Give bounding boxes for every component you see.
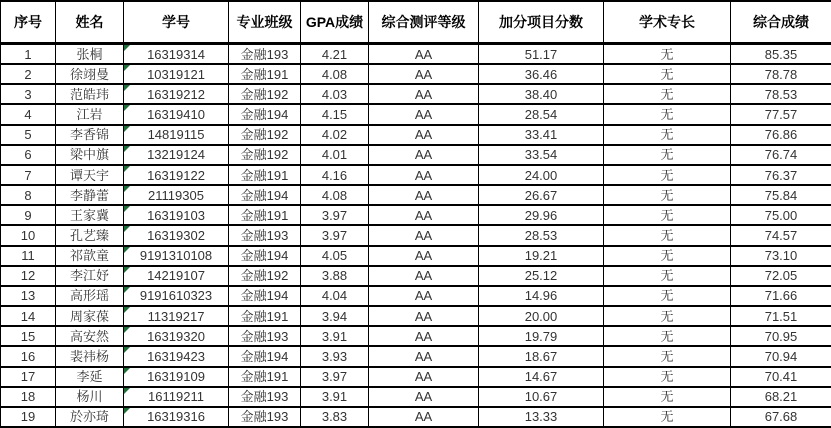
cell-grade[interactable]: AA xyxy=(369,165,479,185)
cell-name[interactable]: 范皓玮 xyxy=(56,84,124,104)
cell-bonus[interactable]: 19.21 xyxy=(479,246,604,266)
cell-grade[interactable]: AA xyxy=(369,125,479,145)
cell-specialty[interactable]: 无 xyxy=(604,306,731,326)
table-row xyxy=(1,104,831,124)
cell-name[interactable]: 杨川 xyxy=(56,387,124,407)
header-bonus[interactable]: 加分项目分数 xyxy=(479,1,604,44)
cell-gpa[interactable]: 4.08 xyxy=(301,185,369,205)
cell-gpa[interactable]: 3.97 xyxy=(301,205,369,225)
cell-student_id[interactable]: 9191610323 xyxy=(124,286,229,306)
table-row xyxy=(1,84,831,104)
table-row xyxy=(1,286,831,306)
cell-index[interactable]: 17 xyxy=(1,367,56,387)
cell-total[interactable]: 78.53 xyxy=(731,84,831,104)
cell-specialty[interactable]: 无 xyxy=(604,266,731,286)
table-row xyxy=(1,205,831,225)
cell-name[interactable]: 李延 xyxy=(56,367,124,387)
cell-name[interactable]: 於亦琦 xyxy=(56,407,124,427)
number-stored-as-text-icon xyxy=(124,247,130,253)
cell-index[interactable]: 8 xyxy=(1,185,56,205)
cell-name[interactable]: 孔艺臻 xyxy=(56,225,124,245)
cell-grade[interactable]: AA xyxy=(369,367,479,387)
number-stored-as-text-icon xyxy=(124,186,130,192)
cell-class[interactable]: 金融192 xyxy=(229,145,301,165)
cell-bonus[interactable]: 19.79 xyxy=(479,326,604,346)
header-row xyxy=(1,1,831,44)
cell-specialty[interactable]: 无 xyxy=(604,387,731,407)
cell-class[interactable]: 金融192 xyxy=(229,125,301,145)
cell-specialty[interactable]: 无 xyxy=(604,185,731,205)
cell-grade[interactable]: AA xyxy=(369,104,479,124)
cell-total[interactable]: 72.05 xyxy=(731,266,831,286)
header-gpa[interactable]: GPA成绩 xyxy=(301,1,369,44)
cell-gpa[interactable]: 4.02 xyxy=(301,125,369,145)
cell-index[interactable]: 19 xyxy=(1,407,56,427)
number-stored-as-text-icon xyxy=(124,388,130,394)
cell-name[interactable]: 周家葆 xyxy=(56,306,124,326)
cell-class[interactable]: 金融194 xyxy=(229,185,301,205)
cell-class[interactable]: 金融191 xyxy=(229,165,301,185)
cell-index[interactable]: 13 xyxy=(1,286,56,306)
cell-name[interactable]: 谭天宇 xyxy=(56,165,124,185)
cell-gpa[interactable]: 3.93 xyxy=(301,346,369,366)
cell-gpa[interactable]: 3.94 xyxy=(301,306,369,326)
table-row xyxy=(1,165,831,185)
cell-grade[interactable]: AA xyxy=(369,346,479,366)
cell-gpa[interactable]: 4.05 xyxy=(301,246,369,266)
cell-total[interactable]: 68.21 xyxy=(731,387,831,407)
table-row xyxy=(1,387,831,407)
cell-name[interactable]: 江岩 xyxy=(56,104,124,124)
table-row xyxy=(1,407,831,427)
cell-specialty[interactable]: 无 xyxy=(604,84,731,104)
cell-bonus[interactable]: 14.96 xyxy=(479,286,604,306)
cell-grade[interactable]: AA xyxy=(369,225,479,245)
cell-name[interactable]: 李江妤 xyxy=(56,266,124,286)
cell-grade[interactable]: AA xyxy=(369,246,479,266)
cell-class[interactable]: 金融192 xyxy=(229,266,301,286)
number-stored-as-text-icon xyxy=(124,267,130,273)
cell-total[interactable]: 76.74 xyxy=(731,145,831,165)
cell-class[interactable]: 金融193 xyxy=(229,225,301,245)
table-row xyxy=(1,44,831,65)
cell-class[interactable]: 金融193 xyxy=(229,407,301,427)
cell-name[interactable]: 李香锦 xyxy=(56,125,124,145)
cell-index[interactable]: 12 xyxy=(1,266,56,286)
cell-grade[interactable]: AA xyxy=(369,326,479,346)
cell-gpa[interactable]: 3.97 xyxy=(301,225,369,245)
cell-grade[interactable]: AA xyxy=(369,44,479,65)
cell-gpa[interactable]: 3.91 xyxy=(301,326,369,346)
cell-name[interactable]: 祁歆童 xyxy=(56,246,124,266)
cell-total[interactable]: 71.51 xyxy=(731,306,831,326)
header-total[interactable]: 综合成绩 xyxy=(731,1,831,44)
number-stored-as-text-icon xyxy=(124,65,130,71)
cell-specialty[interactable]: 无 xyxy=(604,44,731,65)
cell-bonus[interactable]: 28.53 xyxy=(479,225,604,245)
cell-bonus[interactable]: 28.54 xyxy=(479,104,604,124)
cell-index[interactable]: 6 xyxy=(1,145,56,165)
cell-index[interactable]: 3 xyxy=(1,84,56,104)
table-header xyxy=(1,1,831,44)
cell-grade[interactable]: AA xyxy=(369,145,479,165)
number-stored-as-text-icon xyxy=(124,368,130,374)
cell-class[interactable]: 金融193 xyxy=(229,387,301,407)
cell-grade[interactable]: AA xyxy=(369,266,479,286)
number-stored-as-text-icon xyxy=(124,206,130,212)
cell-student_id[interactable]: 13219124 xyxy=(124,145,229,165)
cell-student_id[interactable]: 16319103 xyxy=(124,205,229,225)
cell-student_id[interactable]: 14219107 xyxy=(124,266,229,286)
cell-bonus[interactable]: 10.67 xyxy=(479,387,604,407)
number-stored-as-text-icon xyxy=(124,408,130,414)
cell-specialty[interactable]: 无 xyxy=(604,125,731,145)
number-stored-as-text-icon xyxy=(124,347,130,353)
cell-index[interactable]: 16 xyxy=(1,346,56,366)
cell-specialty[interactable]: 无 xyxy=(604,104,731,124)
cell-total[interactable]: 76.37 xyxy=(731,165,831,185)
cell-class[interactable]: 金融194 xyxy=(229,286,301,306)
table-row xyxy=(1,367,831,387)
cell-index[interactable]: 4 xyxy=(1,104,56,124)
cell-specialty[interactable]: 无 xyxy=(604,165,731,185)
number-stored-as-text-icon xyxy=(124,105,130,111)
cell-name[interactable]: 高形瑶 xyxy=(56,286,124,306)
cell-gpa[interactable]: 4.16 xyxy=(301,165,369,185)
cell-student_id[interactable]: 16319109 xyxy=(124,367,229,387)
cell-bonus[interactable]: 36.46 xyxy=(479,64,604,84)
cell-student_id[interactable]: 16319212 xyxy=(124,84,229,104)
table-body xyxy=(1,44,831,428)
cell-total[interactable]: 70.95 xyxy=(731,326,831,346)
cell-grade[interactable]: AA xyxy=(369,387,479,407)
cell-specialty[interactable]: 无 xyxy=(604,246,731,266)
number-stored-as-text-icon xyxy=(124,287,130,293)
cell-class[interactable]: 金融191 xyxy=(229,367,301,387)
number-stored-as-text-icon xyxy=(124,307,130,313)
table-row xyxy=(1,125,831,145)
cell-specialty[interactable]: 无 xyxy=(604,286,731,306)
number-stored-as-text-icon xyxy=(124,226,130,232)
cell-specialty[interactable]: 无 xyxy=(604,225,731,245)
cell-gpa[interactable]: 4.01 xyxy=(301,145,369,165)
cell-bonus[interactable]: 18.67 xyxy=(479,346,604,366)
number-stored-as-text-icon xyxy=(124,85,130,91)
table-row xyxy=(1,306,831,326)
number-stored-as-text-icon xyxy=(124,327,130,333)
number-stored-as-text-icon xyxy=(124,45,130,51)
cell-total[interactable]: 74.57 xyxy=(731,225,831,245)
cell-class[interactable]: 金融193 xyxy=(229,44,301,65)
cell-class[interactable]: 金融191 xyxy=(229,205,301,225)
cell-student_id[interactable]: 10319121 xyxy=(124,64,229,84)
cell-class[interactable]: 金融194 xyxy=(229,104,301,124)
cell-bonus[interactable]: 51.17 xyxy=(479,44,604,65)
cell-specialty[interactable]: 无 xyxy=(604,407,731,427)
cell-grade[interactable]: AA xyxy=(369,185,479,205)
cell-student_id[interactable]: 16319302 xyxy=(124,225,229,245)
cell-index[interactable]: 5 xyxy=(1,125,56,145)
cell-gpa[interactable]: 4.21 xyxy=(301,44,369,65)
cell-index[interactable]: 15 xyxy=(1,326,56,346)
cell-name[interactable]: 王家冀 xyxy=(56,205,124,225)
cell-total[interactable]: 73.10 xyxy=(731,246,831,266)
table-row xyxy=(1,145,831,165)
cell-specialty[interactable]: 无 xyxy=(604,205,731,225)
header-grade[interactable]: 综合测评等级 xyxy=(369,1,479,44)
cell-total[interactable]: 70.41 xyxy=(731,367,831,387)
number-stored-as-text-icon xyxy=(124,166,130,172)
cell-grade[interactable]: AA xyxy=(369,205,479,225)
cell-grade[interactable]: AA xyxy=(369,306,479,326)
cell-index[interactable]: 1 xyxy=(1,44,56,65)
cell-grade[interactable]: AA xyxy=(369,84,479,104)
cell-index[interactable]: 11 xyxy=(1,246,56,266)
cell-gpa[interactable]: 4.08 xyxy=(301,64,369,84)
header-name[interactable]: 姓名 xyxy=(56,1,124,44)
cell-bonus[interactable]: 24.00 xyxy=(479,165,604,185)
cell-gpa[interactable]: 4.15 xyxy=(301,104,369,124)
cell-student_id[interactable]: 14819115 xyxy=(124,125,229,145)
cell-gpa[interactable]: 3.83 xyxy=(301,407,369,427)
cell-bonus[interactable]: 20.00 xyxy=(479,306,604,326)
cell-class[interactable]: 金融193 xyxy=(229,326,301,346)
table-row xyxy=(1,246,831,266)
cell-name[interactable]: 李静蕾 xyxy=(56,185,124,205)
cell-index[interactable]: 18 xyxy=(1,387,56,407)
cell-index[interactable]: 14 xyxy=(1,306,56,326)
header-class[interactable]: 专业班级 xyxy=(229,1,301,44)
cell-student_id[interactable]: 16319316 xyxy=(124,407,229,427)
cell-class[interactable]: 金融192 xyxy=(229,84,301,104)
cell-name[interactable]: 张桐 xyxy=(56,44,124,65)
cell-total[interactable]: 70.94 xyxy=(731,346,831,366)
cell-index[interactable]: 2 xyxy=(1,64,56,84)
cell-bonus[interactable]: 38.40 xyxy=(479,84,604,104)
table-row xyxy=(1,326,831,346)
cell-bonus[interactable]: 13.33 xyxy=(479,407,604,427)
cell-total[interactable]: 67.68 xyxy=(731,407,831,427)
cell-bonus[interactable]: 25.12 xyxy=(479,266,604,286)
table-row xyxy=(1,346,831,366)
table-row xyxy=(1,185,831,205)
cell-student_id[interactable]: 16319410 xyxy=(124,104,229,124)
number-stored-as-text-icon xyxy=(124,146,130,152)
cell-bonus[interactable]: 26.67 xyxy=(479,185,604,205)
cell-grade[interactable]: AA xyxy=(369,286,479,306)
cell-index[interactable]: 10 xyxy=(1,225,56,245)
cell-total[interactable]: 75.00 xyxy=(731,205,831,225)
table-row xyxy=(1,64,831,84)
cell-student_id[interactable]: 16319122 xyxy=(124,165,229,185)
cell-class[interactable]: 金融191 xyxy=(229,306,301,326)
cell-gpa[interactable]: 3.97 xyxy=(301,367,369,387)
cell-total[interactable]: 71.66 xyxy=(731,286,831,306)
cell-student_id[interactable]: 16319320 xyxy=(124,326,229,346)
cell-total[interactable]: 77.57 xyxy=(731,104,831,124)
cell-specialty[interactable]: 无 xyxy=(604,346,731,366)
cell-name[interactable]: 徐翊曼 xyxy=(56,64,124,84)
cell-bonus[interactable]: 33.54 xyxy=(479,145,604,165)
number-stored-as-text-icon xyxy=(124,126,130,132)
cell-gpa[interactable]: 3.88 xyxy=(301,266,369,286)
cell-specialty[interactable]: 无 xyxy=(604,367,731,387)
cell-index[interactable]: 9 xyxy=(1,205,56,225)
cell-gpa[interactable]: 4.03 xyxy=(301,84,369,104)
cell-name[interactable]: 裴祎杨 xyxy=(56,346,124,366)
cell-index[interactable]: 7 xyxy=(1,165,56,185)
cell-class[interactable]: 金融194 xyxy=(229,246,301,266)
header-index[interactable]: 序号 xyxy=(1,1,56,44)
cell-total[interactable]: 78.78 xyxy=(731,64,831,84)
cell-student_id[interactable]: 21119305 xyxy=(124,185,229,205)
cell-grade[interactable]: AA xyxy=(369,407,479,427)
cell-student_id[interactable]: 16119211 xyxy=(124,387,229,407)
cell-gpa[interactable]: 3.91 xyxy=(301,387,369,407)
cell-bonus[interactable]: 14.67 xyxy=(479,367,604,387)
cell-class[interactable]: 金融191 xyxy=(229,64,301,84)
header-specialty[interactable]: 学术专长 xyxy=(604,1,731,44)
cell-bonus[interactable]: 33.41 xyxy=(479,125,604,145)
cell-total[interactable]: 75.84 xyxy=(731,185,831,205)
cell-student_id[interactable]: 16319423 xyxy=(124,346,229,366)
cell-gpa[interactable]: 4.04 xyxy=(301,286,369,306)
header-student-id[interactable]: 学号 xyxy=(124,1,229,44)
table-row xyxy=(1,266,831,286)
cell-student_id[interactable]: 9191310108 xyxy=(124,246,229,266)
cell-name[interactable]: 高安然 xyxy=(56,326,124,346)
cell-name[interactable]: 梁中旗 xyxy=(56,145,124,165)
cell-student_id[interactable]: 11319217 xyxy=(124,306,229,326)
cell-total[interactable]: 76.86 xyxy=(731,125,831,145)
cell-specialty[interactable]: 无 xyxy=(604,64,731,84)
cell-specialty[interactable]: 无 xyxy=(604,145,731,165)
cell-class[interactable]: 金融194 xyxy=(229,346,301,366)
table-row xyxy=(1,225,831,245)
cell-specialty[interactable]: 无 xyxy=(604,326,731,346)
cell-student_id[interactable]: 16319314 xyxy=(124,44,229,65)
cell-bonus[interactable]: 29.96 xyxy=(479,205,604,225)
cell-total[interactable]: 85.35 xyxy=(731,44,831,65)
cell-grade[interactable]: AA xyxy=(369,64,479,84)
